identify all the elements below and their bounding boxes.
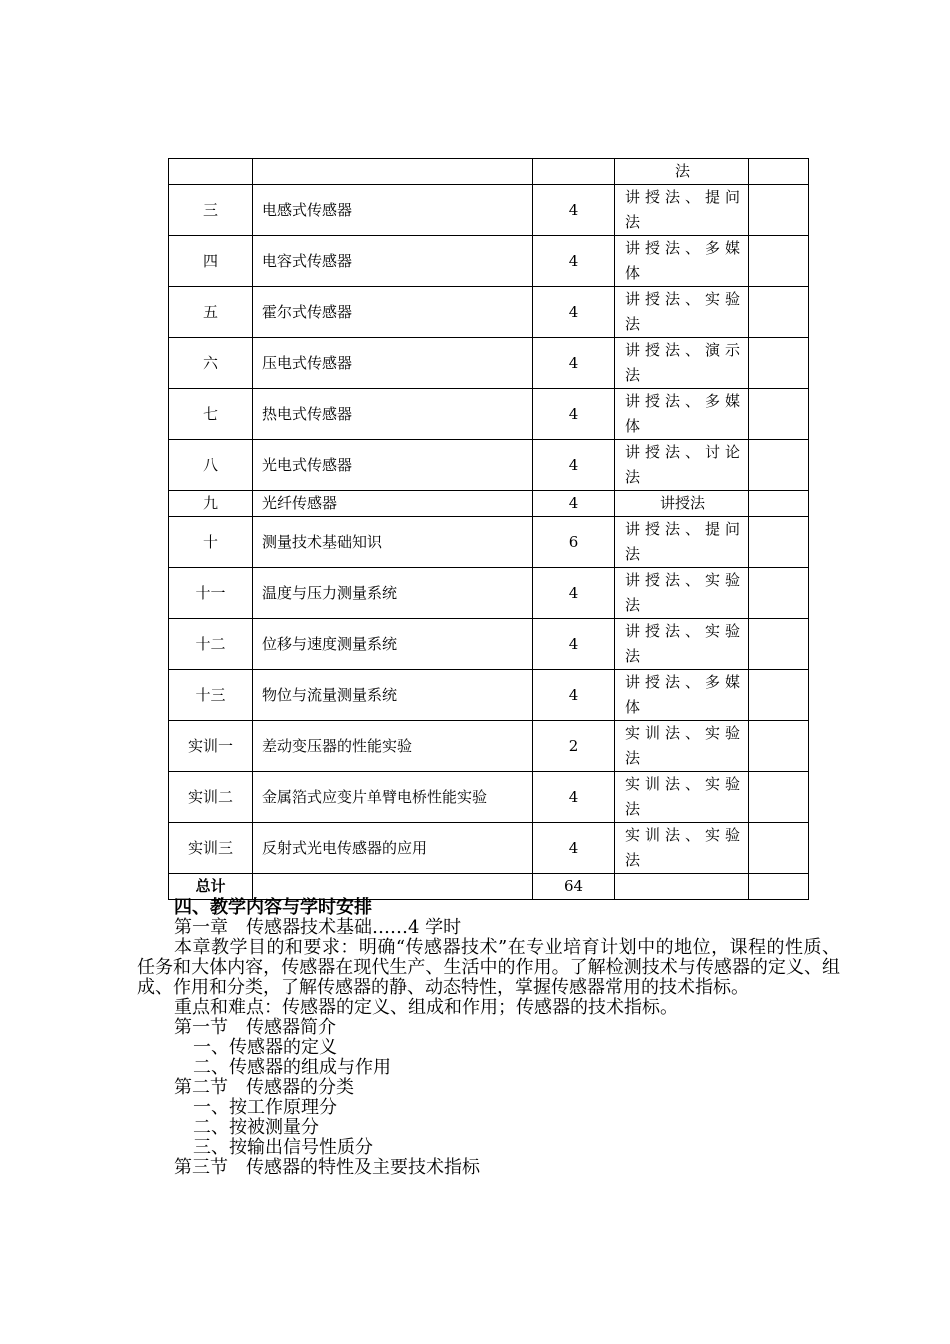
row-remark-cell [749,185,809,236]
table-row [169,619,809,670]
method-line: 实训法、实验 [625,724,740,742]
table-row [169,721,809,772]
method-line: 讲授法、多媒 [625,673,740,691]
row-method-cell [615,159,749,185]
section-1-item: 一、传感器的定义 [193,1037,337,1058]
row-method-cell [615,338,749,389]
chapter-title: 第一章 传感器技术基础……4 学时 [174,917,462,938]
row-name-cell: 位移与速度测量系统 [253,619,533,670]
table-row [169,823,809,874]
table-row [169,185,809,236]
chapter-aims-paragraph: 本章教学目的和要求：明确“传感器技术”在专业培育计划中的地位，课程的性质、任务和大体内容，传感器在现代生产、生活中的作用。了解检测技术与传感器的定义、组成、作用和分类，了解传感器的静、动态特性，掌握传感器常用的技术指标。 [137,937,840,998]
table-row [169,338,809,389]
teaching-content-section [137,898,840,1178]
method-line: 讲授法、提问 [625,520,740,538]
method-line: 法 [625,647,641,665]
row-hours-cell: 4 [533,619,615,670]
row-method-cell [615,491,749,517]
method-line: 实训法、实验 [625,775,740,793]
section-3-title: 第三节 传感器的特性及主要技术指标 [174,1157,480,1178]
row-hours-cell: 4 [533,440,615,491]
row-remark-cell [749,440,809,491]
row-remark-cell [749,338,809,389]
row-method-cell [615,823,749,874]
row-hours-cell: 4 [533,185,615,236]
row-remark-cell [749,823,809,874]
row-number-cell: 十二 [169,619,253,670]
row-method-cell [615,721,749,772]
method-line: 体 [625,264,641,282]
method-line: 体 [625,417,641,435]
table-row [169,440,809,491]
row-hours-cell: 4 [533,389,615,440]
row-remark-cell [749,772,809,823]
row-name-cell: 反射式光电传感器的应用 [253,823,533,874]
row-hours-cell [533,159,615,185]
method-line: 讲授法、实验 [625,290,740,308]
section-2-item: 一、按工作原理分 [193,1097,337,1118]
row-hours-cell: 4 [533,568,615,619]
row-method-cell [615,236,749,287]
row-number-cell: 三 [169,185,253,236]
section-1-title: 第一节 传感器简介 [174,1017,336,1038]
method-line: 法 [625,596,641,614]
method-line: 法 [625,213,641,231]
total-remark-cell [749,874,809,900]
row-method-cell [615,670,749,721]
row-method-cell [615,185,749,236]
method-line: 讲授法、讨论 [625,443,740,461]
method-line: 讲授法、提问 [625,188,740,206]
section-2-item: 三、按输出信号性质分 [193,1137,373,1158]
table-row [169,568,809,619]
table-row [169,236,809,287]
method-line: 法 [625,315,641,333]
row-number-cell [169,159,253,185]
table-row [169,772,809,823]
row-number-cell: 十 [169,517,253,568]
row-name-cell: 光纤传感器 [253,491,533,517]
method-line: 讲授法、实验 [625,622,740,640]
row-hours-cell: 2 [533,721,615,772]
row-number-cell: 实训三 [169,823,253,874]
row-name-cell: 霍尔式传感器 [253,287,533,338]
row-name-cell: 温度与压力测量系统 [253,568,533,619]
schedule-table-body [169,159,809,900]
row-remark-cell [749,568,809,619]
method-line: 讲授法 [659,494,705,512]
method-line: 法 [625,749,641,767]
method-line: 法 [625,545,641,563]
row-number-cell: 五 [169,287,253,338]
row-remark-cell [749,619,809,670]
row-number-cell: 十三 [169,670,253,721]
row-remark-cell [749,491,809,517]
row-method-cell [615,389,749,440]
row-hours-cell: 4 [533,772,615,823]
method-line: 体 [625,698,641,716]
row-method-cell [615,287,749,338]
total-row [169,874,809,900]
row-number-cell: 实训一 [169,721,253,772]
method-line: 讲授法、实验 [625,571,740,589]
method-line: 法 [674,162,690,180]
table-row [169,670,809,721]
row-number-cell: 九 [169,491,253,517]
row-name-cell: 压电式传感器 [253,338,533,389]
row-number-cell: 七 [169,389,253,440]
section-2-title: 第二节 传感器的分类 [174,1077,354,1098]
section-heading: 四、教学内容与学时安排 [174,897,372,918]
method-line: 法 [625,468,641,486]
row-method-cell [615,619,749,670]
method-line: 讲授法、多媒 [625,392,740,410]
teaching-schedule-table [168,158,809,900]
total-hours-cell: 64 [533,874,615,900]
method-line: 实训法、实验 [625,826,740,844]
method-line: 讲授法、演示 [625,341,740,359]
row-hours-cell: 6 [533,517,615,568]
row-number-cell: 四 [169,236,253,287]
total-name-cell [253,874,533,900]
row-remark-cell [749,389,809,440]
row-name-cell: 物位与流量测量系统 [253,670,533,721]
row-method-cell [615,568,749,619]
row-name-cell: 电容式传感器 [253,236,533,287]
method-line: 法 [625,800,641,818]
row-remark-cell [749,517,809,568]
row-name-cell: 测量技术基础知识 [253,517,533,568]
row-number-cell: 八 [169,440,253,491]
row-hours-cell: 4 [533,287,615,338]
row-name-cell: 热电式传感器 [253,389,533,440]
row-number-cell: 实训二 [169,772,253,823]
row-method-cell [615,517,749,568]
key-points-paragraph: 重点和难点：传感器的定义、组成和作用；传感器的技术指标。 [174,997,678,1018]
section-2-item: 二、按被测量分 [193,1117,319,1138]
table-row [169,389,809,440]
table-row [169,517,809,568]
row-number-cell: 六 [169,338,253,389]
row-remark-cell [749,721,809,772]
row-remark-cell [749,159,809,185]
row-name-cell: 电感式传感器 [253,185,533,236]
total-method-cell [615,874,749,900]
table-row [169,491,809,517]
row-hours-cell: 4 [533,670,615,721]
row-remark-cell [749,670,809,721]
row-method-cell [615,440,749,491]
table-row [169,159,809,185]
row-remark-cell [749,236,809,287]
row-hours-cell: 4 [533,491,615,517]
method-line: 法 [625,366,641,384]
row-number-cell: 十一 [169,568,253,619]
row-method-cell [615,772,749,823]
row-hours-cell: 4 [533,236,615,287]
row-hours-cell: 4 [533,338,615,389]
section-1-item: 二、传感器的组成与作用 [193,1057,391,1078]
method-line: 法 [625,851,641,869]
method-line: 讲授法、多媒 [625,239,740,257]
row-name-cell: 差动变压器的性能实验 [253,721,533,772]
row-name-cell: 金属箔式应变片单臂电桥性能实验 [253,772,533,823]
row-name-cell [253,159,533,185]
row-remark-cell [749,287,809,338]
row-hours-cell: 4 [533,823,615,874]
row-name-cell: 光电式传感器 [253,440,533,491]
total-label-cell: 总计 [169,874,253,900]
table-row [169,287,809,338]
